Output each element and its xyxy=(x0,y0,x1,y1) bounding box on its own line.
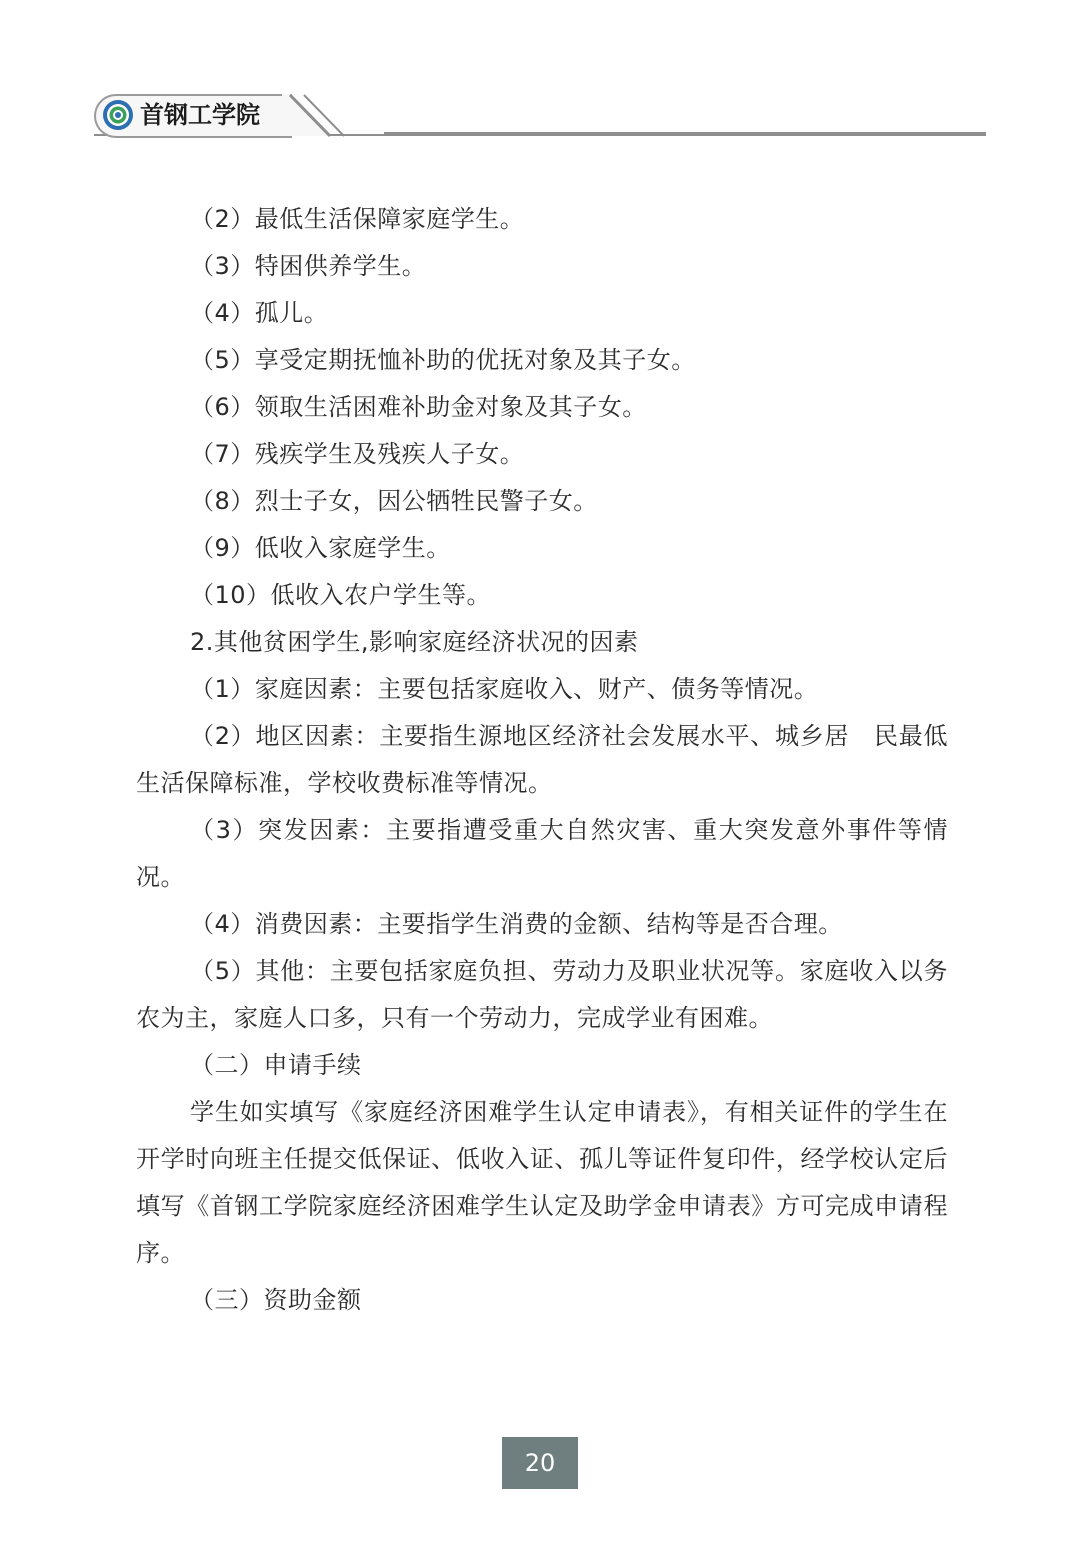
page-number-badge: 20 xyxy=(502,1437,578,1489)
section-heading: 2.其他贫困学生,影响家庭经济状况的因素 xyxy=(190,628,639,656)
factor-item: （4）消费因素：主要指学生消费的金额、结构等是否合理。 xyxy=(190,910,843,938)
header-rule xyxy=(384,132,986,136)
document-body xyxy=(136,196,948,1324)
header-slant-divider xyxy=(282,94,392,138)
school-name: 首钢工学院 xyxy=(140,100,260,129)
factor-item: （1）家庭因素：主要包括家庭收入、财产、债务等情况。 xyxy=(190,675,819,703)
factor-item: （2）地区因素：主要指生源地区经济社会发展水平、城乡居 民最低生活保障标准，学校收费标准等情况。 xyxy=(136,722,948,797)
list-item: （10）低收入农户学生等。 xyxy=(190,581,492,609)
list-item: （6）领取生活困难补助金对象及其子女。 xyxy=(190,393,647,421)
list-item: （7）残疾学生及残疾人子女。 xyxy=(190,440,525,468)
list-item: （8）烈士子女，因公牺牲民警子女。 xyxy=(190,487,598,515)
list-item: （2）最低生活保障家庭学生。 xyxy=(190,205,525,233)
list-item: （5）享受定期抚恤补助的优抚对象及其子女。 xyxy=(190,346,696,374)
section-heading: （二）申请手续 xyxy=(190,1051,362,1079)
school-emblem-icon xyxy=(102,99,134,131)
list-item: （3）特困供养学生。 xyxy=(190,252,427,280)
section-heading: （三）资助金额 xyxy=(190,1286,362,1314)
body-paragraph: 学生如实填写《家庭经济困难学生认定申请表》，有相关证件的学生在开学时向班主任提交低保证、低收入证、孤儿等证件复印件，经学校认定后填写《首钢工学院家庭经济困难学生认定及助学金申请表》方可完成申请程序。 xyxy=(136,1098,948,1267)
factor-item: （3）突发因素：主要指遭受重大自然灾害、重大突发意外事件等情况。 xyxy=(136,816,948,891)
page-header xyxy=(94,94,986,140)
list-item: （9）低收入家庭学生。 xyxy=(190,534,451,562)
factor-item: （5）其他：主要包括家庭负担、劳动力及职业状况等。家庭收入以务农为主，家庭人口多，只有一个劳动力，完成学业有困难。 xyxy=(136,957,948,1032)
list-item: （4）孤儿。 xyxy=(190,299,329,327)
